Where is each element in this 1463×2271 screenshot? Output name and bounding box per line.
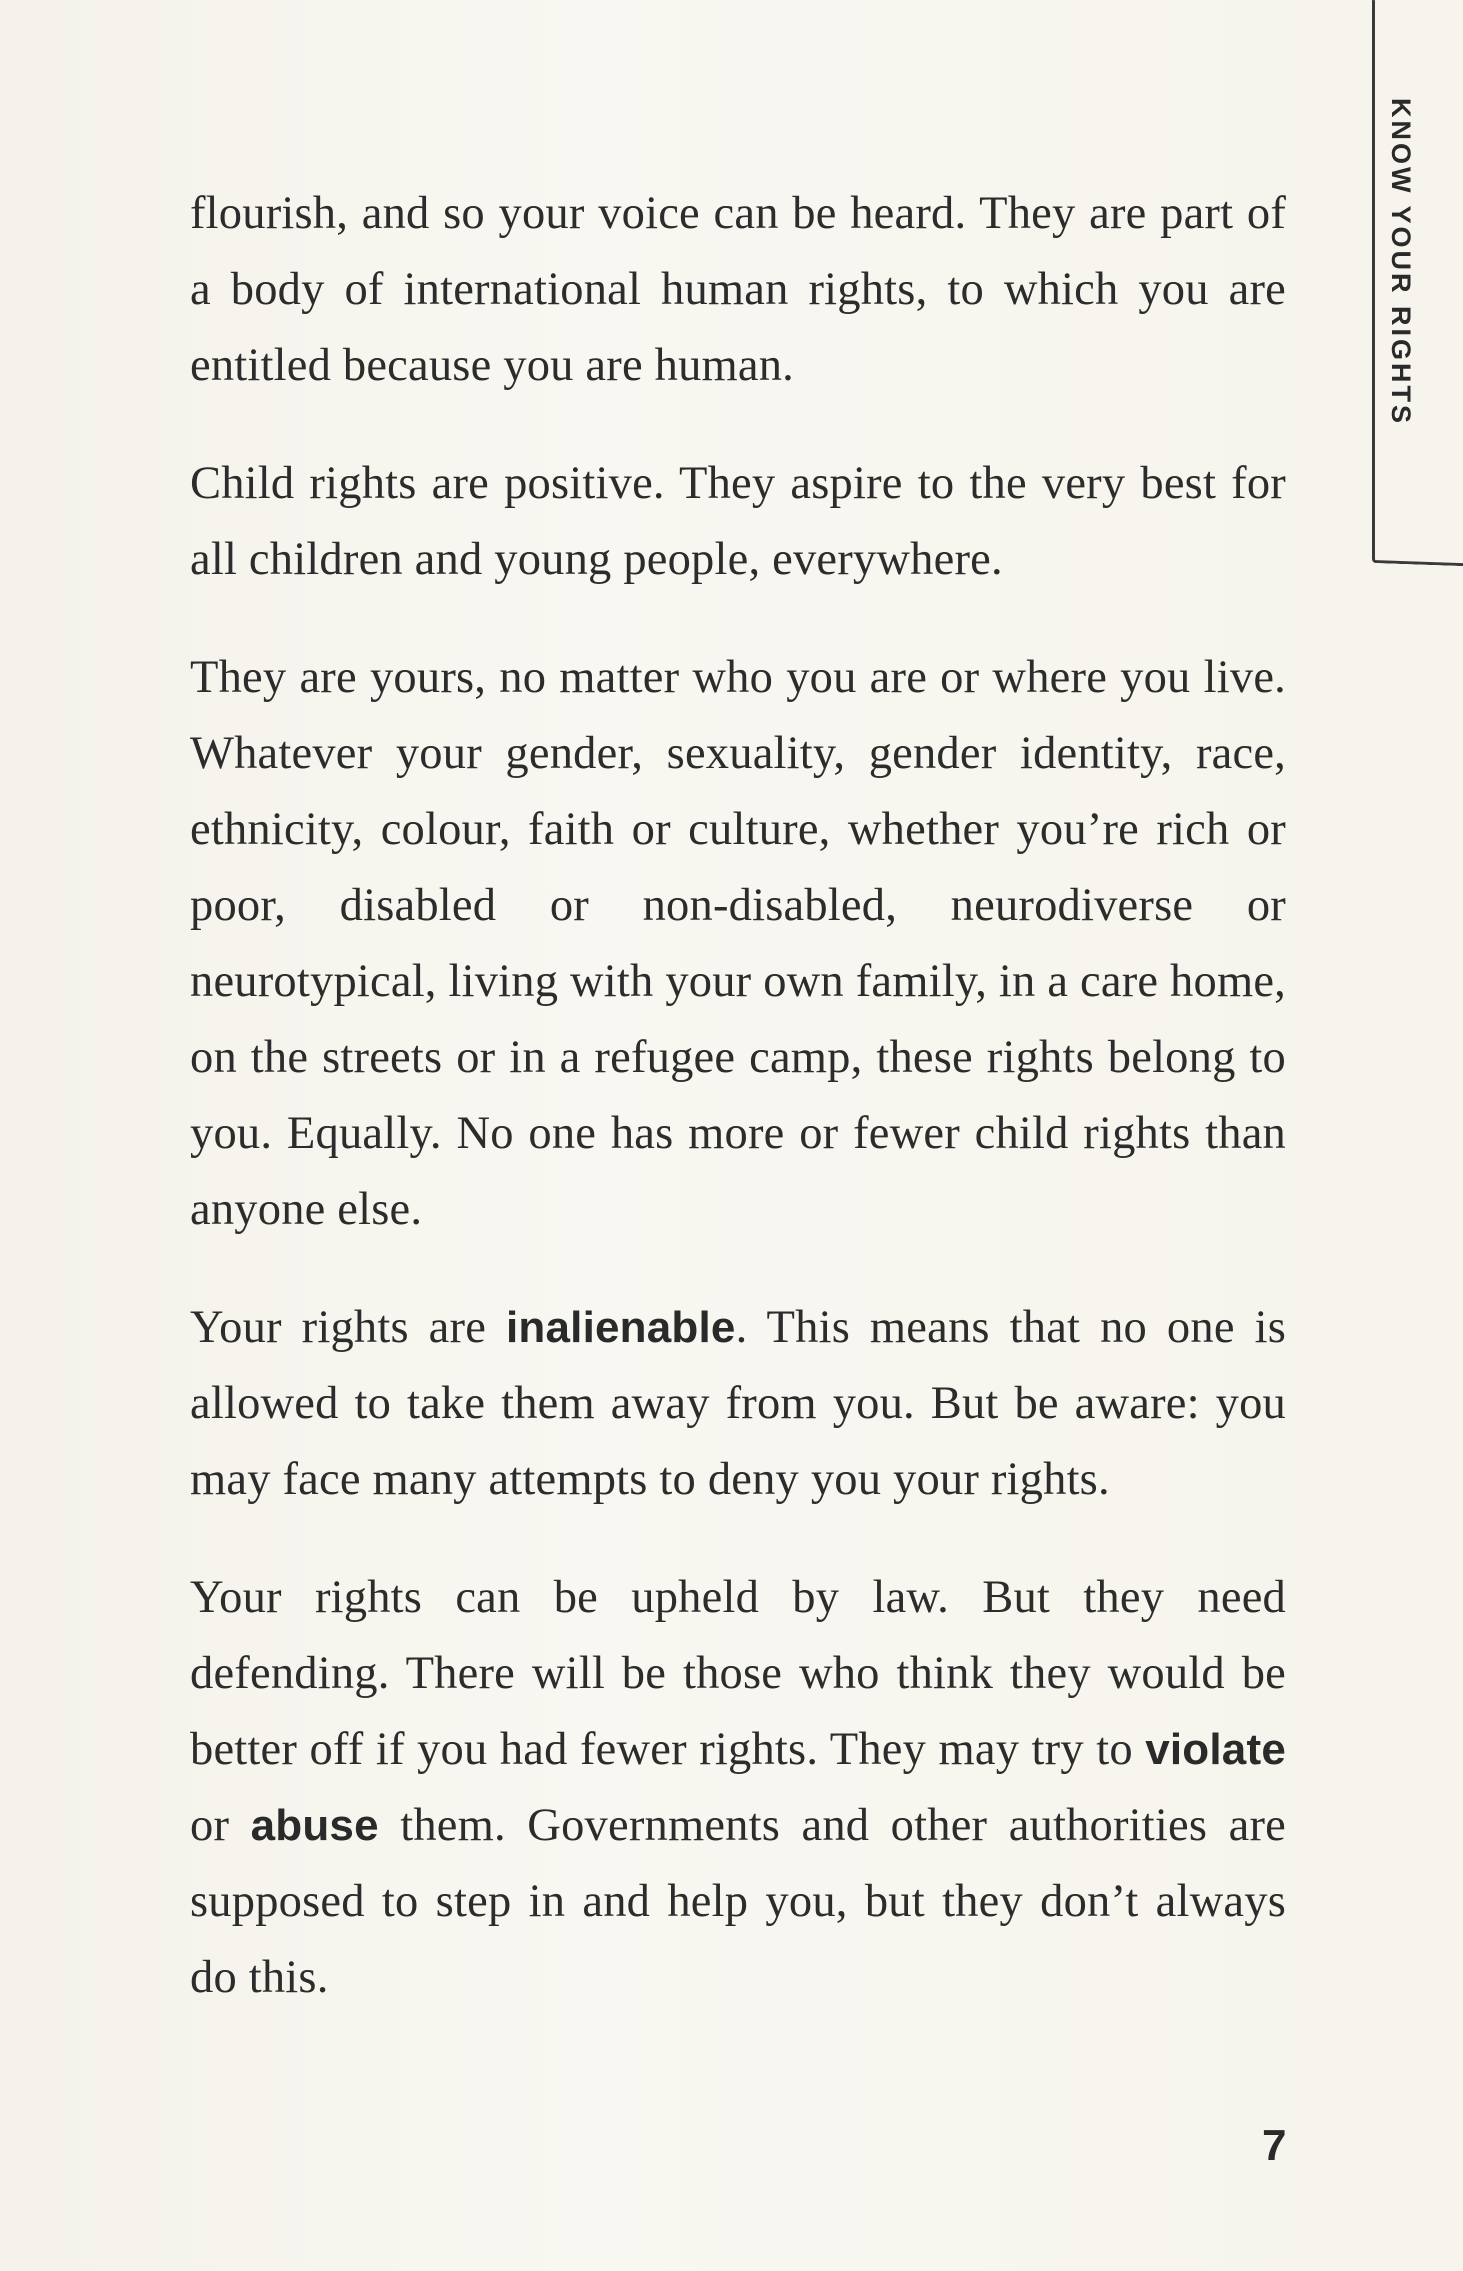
paragraph-5 [190, 1560, 1286, 2016]
body-text [190, 176, 1286, 2058]
page-number: 7 [1262, 2121, 1287, 2170]
paragraph-3 [190, 640, 1286, 1248]
paragraph-4 [190, 1290, 1286, 1518]
keyword-abuse: abuse [250, 1801, 379, 1850]
paragraph-1-text: flourish, and so your voice can be heard. They are part of a body of international human rights, to which you are entitled because you are human. [190, 188, 1286, 391]
paragraph-5-text-a: Your rights can be upheld by law. But they need defending. There will be those who think they would be better off if you had fewer rights. They may try to [190, 1572, 1286, 1775]
keyword-violate: violate [1145, 1725, 1286, 1774]
keyword-inalienable: inalienable [505, 1303, 736, 1352]
side-tab-label: KNOW YOUR RIGHTS [1386, 98, 1416, 427]
paragraph-1 [190, 176, 1286, 404]
paragraph-5-text-b: or [190, 1800, 251, 1851]
paragraph-4-text-a: Your rights are [190, 1302, 506, 1353]
section-side-tab [1370, 0, 1463, 580]
paragraph-4-text-b: . This means that no one is allowed to take them away from you. But be aware: you may face many attempts to deny you your rights. [190, 1302, 1287, 1505]
paragraph-2 [190, 446, 1286, 598]
paragraph-5-text-c: them. Governments and other authorities are supposed to step in and help you, but they don’t always do this. [190, 1800, 1286, 2003]
paragraph-2-text: Child rights are positive. They aspire to the very best for all children and young people, everywhere. [190, 458, 1286, 585]
paragraph-3-text: They are yours, no matter who you are or where you live. Whatever your gender, sexuality, gender identity, race, ethnicity, colour, faith or culture, whether you’re rich or poor, disabled or non-disabled, neurodiverse or neurotypical, living with your own family, in a care home, on the streets or in a refugee camp, these rights belong to you. Equally. No one has more or fewer child rights than anyone else. [190, 652, 1286, 1235]
